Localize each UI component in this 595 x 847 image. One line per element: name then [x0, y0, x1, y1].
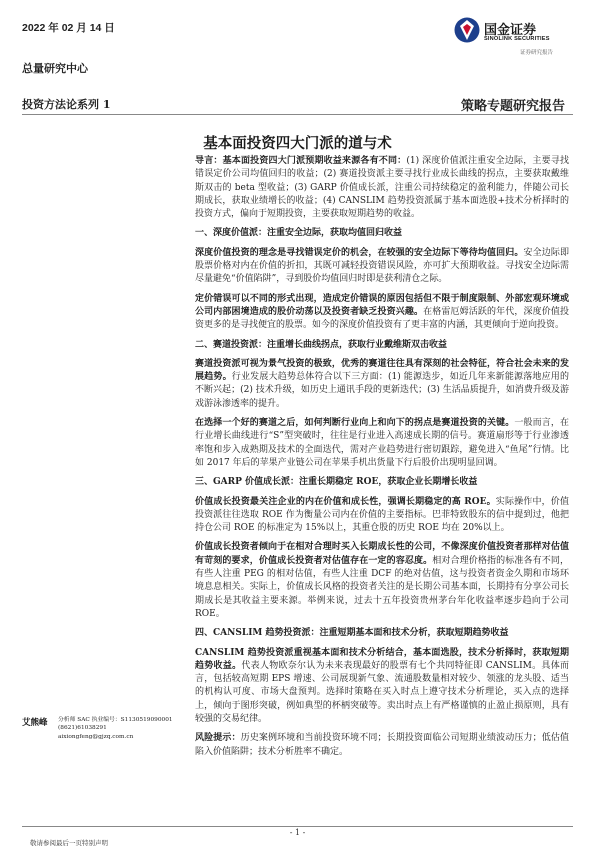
sinolink-logo-icon [454, 17, 480, 43]
report-type-label: 策略专题研究报告 [460, 99, 565, 114]
logo-cn-text: 国金证券 [484, 22, 537, 37]
section-4-heading: 四、CANSLIM 趋势投资派：注重短期基本面和技术分析，获取短期趋势收益 [195, 628, 509, 639]
guide-paragraph [195, 155, 569, 221]
section-1-para-2-text: 在格雷厄姆活跃的年代，深度价值投资更多的是寻找便宜的股票。如今的深度价值投资有了更丰富的内涵，其更倾向于逆向投资。 [195, 306, 569, 331]
department-label: 总量研究中心 [22, 62, 88, 75]
section-1-para-1 [195, 247, 569, 287]
section-1-para-2 [195, 293, 569, 333]
footer-disclaimer: 敬请参阅最后一页特别声明 [30, 839, 108, 847]
analyst-info [58, 716, 173, 741]
logo-en-text: SINOLINK SECURITIES [484, 36, 550, 42]
section-4-para-1 [195, 647, 569, 727]
risk-paragraph [195, 732, 569, 759]
section-3-para-1-text: 实际操作中，价值投资派往往选取 ROE 作为衡量公司内在价值的主要指标。巴菲特致股东的信中提到过，他把持仓公司 ROE 的标准定为 15%以上，其重仓股的历史 ROE 均在 20%以上。 [195, 496, 569, 534]
section-3-para-2 [195, 541, 569, 621]
footer-divider [22, 826, 573, 827]
header-divider [22, 114, 573, 115]
section-1-para-1-bold: 深度价值投资的理念是寻找错误定价的机会，在较强的安全边际下等待均值回归。 [195, 247, 524, 258]
logo-sub-text: 证券研究报告 [520, 50, 554, 56]
section-2-para-2 [195, 417, 569, 470]
analyst-name: 艾熊峰 [22, 718, 48, 728]
guide-text: (1) 深度价值派注重安全边际，主要寻找错误定价公司均值回归的收益；(2) 赛道投资派主要寻找行业成长曲线的拐点，主要获取戴维斯双击的 beta 型收益；(3) GARP 价值成长派，注重公司持续稳定的盈利能力，伴随公司长期成长，获取业绩增长的收益；(4) CANSLIM 趋势投资派属于基本面选股+技术分析择时的投资方式，偏向于短期投资，主要获取短期趋势的收益。 [195, 156, 569, 220]
report-body [195, 155, 569, 765]
section-2-para-2-text: 一般而言，在行业增长曲线进行“S”型突破时，往往是行业进入高速成长期的信号。赛道扇形等于行业渗透率饱和步入成熟期及技术的全面迭代，需对产业趋势进行密切跟踪，避免进入“鱼尾”行情。比如 2017 年后的苹果产业链公司在苹果手机出货量下行后股价出现明显回调。 [195, 418, 569, 468]
section-2-para-1-bold: 赛道投资派可视为景气投资的极致，优秀的赛道往往具有深刻的社会特征，符合社会未来的发展趋势。 [195, 358, 569, 383]
section-4-para-1-bold: CANSLIM 趋势投资派重视基本面和技术分析结合，基本面选股，技术分析择时，获取短期趋势收益。 [195, 647, 569, 671]
guide-label: 导言：基本面投资四大门派预期收益来源各有不同： [195, 156, 407, 166]
page-title: 基本面投资四大门派的道与术 [203, 135, 392, 152]
section-3-para-1 [195, 496, 569, 536]
section-3-para-1-bold: 价值成长投资最关注企业的内在价值和成长性，强调长期稳定的高 ROE。 [195, 496, 496, 507]
section-1-para-2-bold: 定价错误可以不同的形式出现，造成定价错误的原因包括但不限于制度限制、外部宏观环境或公司内部困境造成的股价动荡以及投资者缺乏投资兴趣。 [195, 293, 569, 317]
section-2-para-2-bold: 在选择一个好的赛道之后，如何判断行业向上和向下的拐点是赛道投资的关键。 [195, 418, 515, 429]
section-2-heading: 二、赛道投资派：注重增长曲线拐点，获取行业戴维斯双击收益 [195, 339, 448, 350]
section-2-para-1-text: 行业发展大趋势总体符合以下三方面：(1) 能源迭步，如近几年来新能源落地应用的不断兴起；(2) 技术升级，如历史上通讯手段的更新迭代；(3) 生活品质提升，如消费升级及游戏游泳渗透率的提升。 [195, 372, 569, 409]
risk-label: 风险提示： [195, 733, 241, 744]
section-3-para-2-bold: 价值成长投资者倾向于在相对合理时买入长期成长性的公司，不像深度价值投资者那样对估值有苛刻的要求，价值成长投资者对估值存在一定的容忍度。 [195, 542, 569, 566]
section-3-heading: 三、GARP 价值成长派：注重长期稳定 ROE，获取企业长期增长收益 [195, 477, 478, 488]
analyst-role: 分析师 SAC 执业编号：S1130519090001 [58, 717, 173, 723]
analyst-phone: (8621)61038291 [58, 725, 107, 732]
section-1-para-1-text: 安全边际即股票价格对内在价值的折扣，其既可减轻投资错误风险，亦可扩大预期收益。寻找安全边际需尽量避免“价值陷阱”，寻到股价均值回归时即是获利清仓之际。 [195, 247, 569, 285]
section-2-para-1 [195, 358, 569, 411]
section-1-heading: 一、深度价值派：注重安全边际，获取均值回归收益 [195, 228, 403, 239]
risk-text: 历史案例环境和当前投资环境不同；长期投资面临公司短期业绩波动压力；低估值陷入价值陷阱；技术分析胜率不确定。 [195, 733, 569, 757]
section-4-para-1-text: 代表人物欧奈尔认为未来表现最好的股票有七个共同特征即 CANSLIM。具体而言，包括较高短期 EPS 增速、公司展现新气象、流通股数量相对较少、领涨的龙头股、适当的机构认可度、市场大盘预判。选择时策略在买入时点上遵守技术分析理论，买入点的选择上，倾向于图形突破，例如典型的杯柄突破等。卖出时点上有严格谨慎的止盈止损原则，具有较强的交易纪律。 [195, 660, 569, 724]
section-3-para-2-text: 相对合理价格指的标准各有不同，有些人注重 PEG 的相对估值，有些人注重 DCF 的绝对估值，这与投资者资金久期和市场环境息息相关。实际上，价值成长风格的投资者关注的是长期公司基本面，长期持有分享公司长期成长是其收益主要来源。举例来说，过去十五年投资贵州茅台年化收益率逐步趋向于公司 ROE。 [195, 555, 569, 619]
report-date: 2022 年 02 月 14 日 [22, 22, 115, 34]
page-number: - 1 - [289, 828, 306, 837]
analyst-email[interactable]: aixiongfeng@gjzq.com.cn [58, 733, 134, 740]
series-label: 投资方法论系列 1 [22, 98, 111, 111]
